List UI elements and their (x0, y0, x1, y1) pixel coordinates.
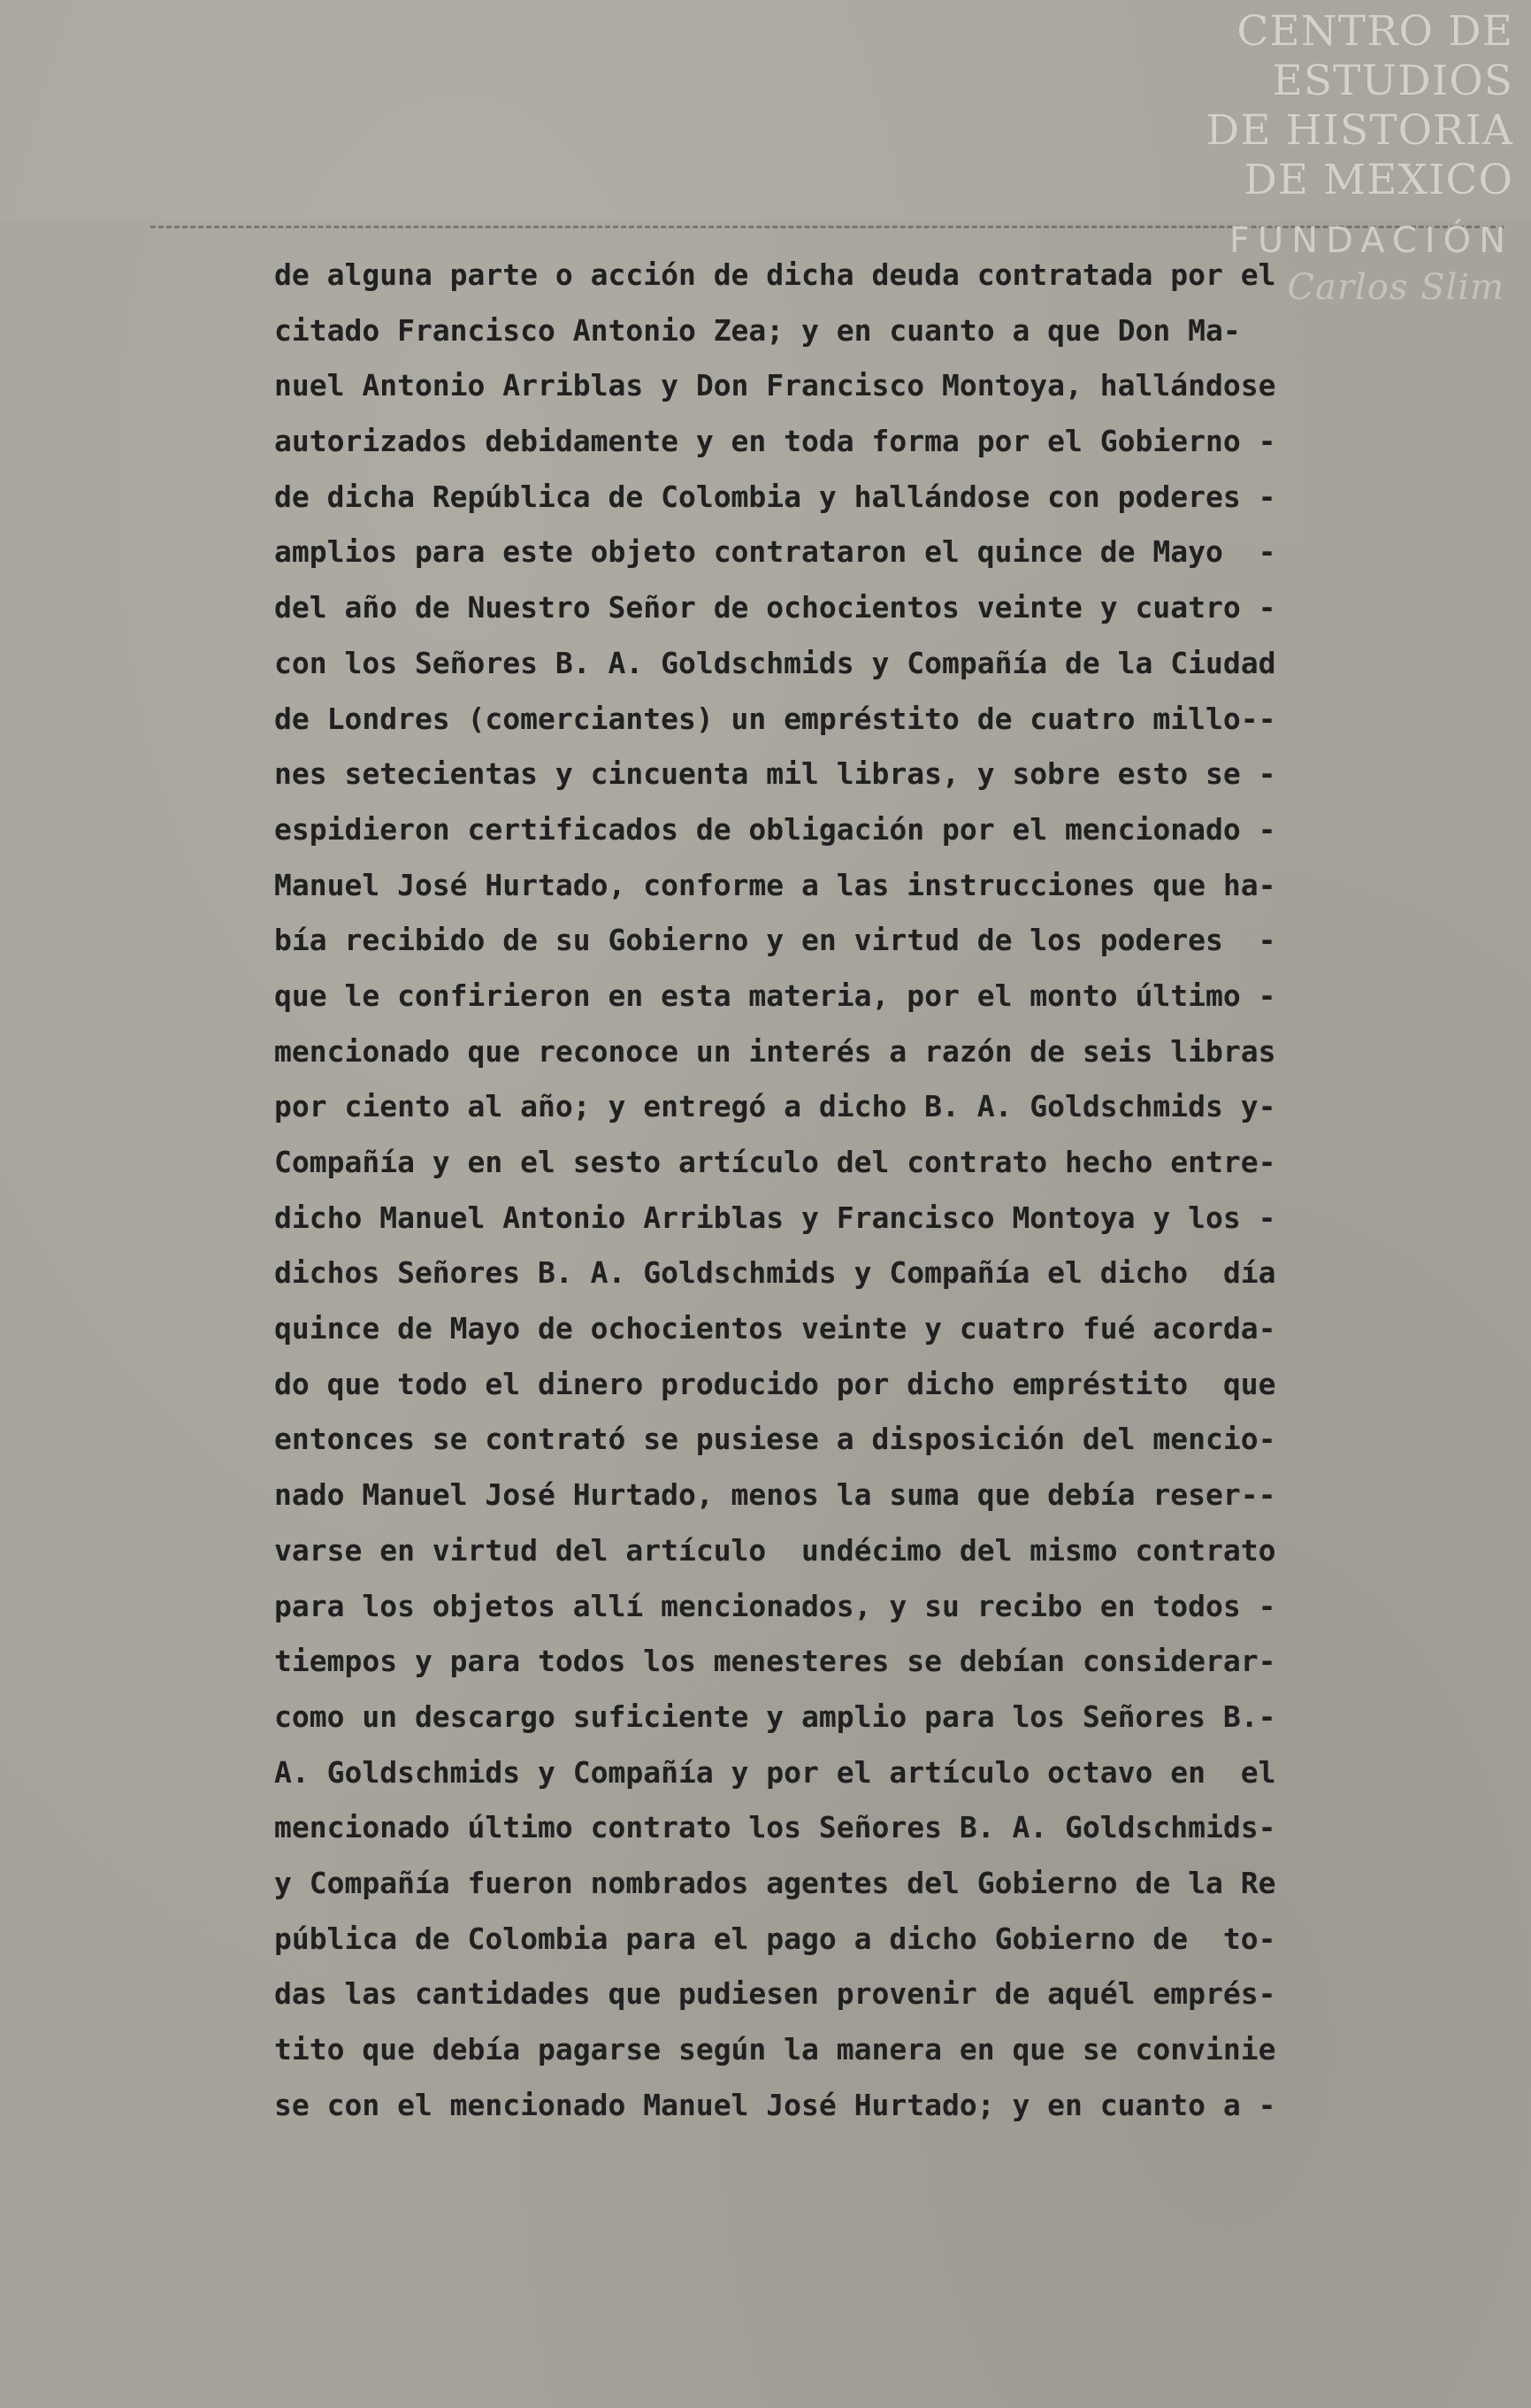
watermark-signature: Carlos Slim (1287, 267, 1504, 308)
text-line: nes setecientas y cincuenta mil libras, y sobre esto se - (274, 756, 1276, 792)
text-line: do que todo el dinero producido por dicho empréstito que (274, 1366, 1276, 1401)
typed-text-body (274, 248, 1344, 2133)
text-line: de dicha República de Colombia y hallándose con poderes - (274, 479, 1276, 514)
text-line: con los Señores B. A. Goldschmids y Compañía de la Ciudad (274, 645, 1276, 680)
text-line: que le confirieron en esta materia, por el monto último - (274, 978, 1276, 1013)
text-line: mencionado último contrato los Señores B. A. Goldschmids- (274, 1810, 1276, 1845)
text-line: mencionado que reconoce un interés a razón de seis libras (274, 1033, 1276, 1069)
text-line: A. Goldschmids y Compañía y por el artículo octavo en el (274, 1754, 1276, 1790)
text-line: y Compañía fueron nombrados agentes del Gobierno de la Re (274, 1865, 1276, 1900)
text-line: amplios para este objeto contrataron el quince de Mayo - (274, 534, 1276, 570)
text-line: quince de Mayo de ochocientos veinte y cuatro fué acorda- (274, 1311, 1276, 1346)
text-line: para los objetos allí mencionados, y su recibo en todos - (274, 1588, 1276, 1623)
text-line: Compañía y en el sesto artículo del contrato hecho entre- (274, 1145, 1276, 1179)
text-line: varse en virtud del artículo undécimo del mismo contrato (274, 1532, 1276, 1568)
text-line: del año de Nuestro Señor de ochocientos veinte y cuatro - (274, 590, 1276, 625)
text-line: entonces se contrató se pusiese a disposición del mencio- (274, 1422, 1276, 1457)
text-line: de Londres (comerciantes) un empréstito de cuatro millo-- (274, 701, 1276, 736)
text-line: tito que debía pagarse según la manera en que se convinie (274, 2032, 1276, 2067)
text-line: nuel Antonio Arriblas y Don Francisco Montoya, hallándose (274, 368, 1276, 403)
text-line: Manuel José Hurtado, conforme a las instrucciones que ha- (274, 867, 1276, 902)
text-line: espidieron certificados de obligación por el mencionado - (274, 811, 1276, 847)
text-line: de alguna parte o acción de dicha deuda contratada por el (274, 257, 1276, 292)
text-line: bía recibido de su Gobierno y en virtud de los poderes - (274, 923, 1276, 958)
text-line: tiempos y para todos los menesteres se debían considerar- (274, 1644, 1276, 1679)
watermark-line-4: DE MEXICO (1244, 156, 1513, 204)
text-line: citado Francisco Antonio Zea; y en cuanto a que Don Ma- (274, 312, 1241, 348)
text-line: pública de Colombia para el pago a dicho Gobierno de to- (274, 1921, 1276, 1956)
watermark-line-2: ESTUDIOS (1272, 57, 1513, 105)
text-line: como un descargo suficiente y amplio para los Señores B.- (274, 1699, 1276, 1734)
text-line: nado Manuel José Hurtado, menos la suma que debía reser-- (274, 1477, 1276, 1513)
text-line: autorizados debidamente y en toda forma por el Gobierno - (274, 424, 1276, 459)
watermark-line-5: FUNDACIÓN (1229, 220, 1513, 261)
watermark-line-3: DE HISTORIA (1206, 106, 1513, 155)
text-line: dicho Manuel Antonio Arriblas y Francisco Montoya y los - (274, 1200, 1276, 1235)
watermark-line-1: CENTRO DE (1236, 7, 1513, 56)
text-line: dichos Señores B. A. Goldschmids y Compañía el dicho día (274, 1255, 1276, 1291)
text-line: das las cantidades que pudiesen provenir de aquél emprés- (274, 1976, 1276, 2012)
text-line: se con el mencionado Manuel José Hurtado; y en cuanto a - (274, 2087, 1276, 2122)
text-line: por ciento al año; y entregó a dicho B. A. Goldschmids y- (274, 1089, 1276, 1124)
